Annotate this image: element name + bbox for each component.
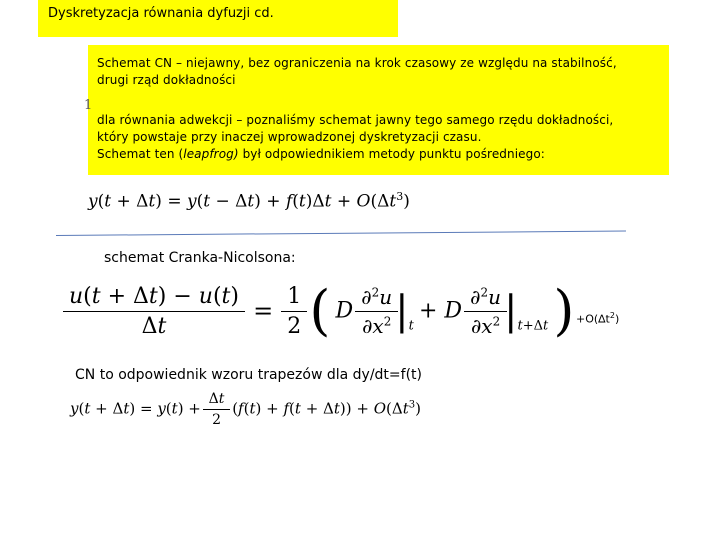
note-line-1: Schemat CN – niejawny, bez ograniczenia na krok czasowy ze względu na stabilność, [97, 56, 617, 70]
note-line-5 [97, 146, 661, 163]
slide-title-box [38, 0, 398, 37]
cn-scheme-label: schemat Cranka-Nicolsona: [104, 250, 296, 266]
error-order-term [576, 311, 619, 326]
note-line-2: drugi rząd dokładności [97, 73, 236, 87]
slide-title: Dyskretyzacja równania dyfuzji cd. [48, 6, 274, 21]
trapezoid-equation: y(t + Δt) = y(t) + $\frac{\Delta t}{2}$ $(f(t) + f(t + \Delta t)) + O(\Delta t^3)$ [70, 391, 421, 428]
note-line-3: dla równania adwekcji – poznaliśmy schemat jawny tego samego rzędu dokładności, [97, 113, 614, 127]
note-line-5-emphasis: leapfrog) [183, 147, 239, 161]
cn-trapezoid-note: CN to odpowiednik wzoru trapezów dla dy/dt=f(t) [75, 367, 422, 383]
error-term-close: ) [614, 312, 620, 326]
error-term-base: +O(∆t [576, 312, 610, 326]
note-callout [88, 45, 669, 175]
crank-nicolson-equation: $\frac{u(t + \Delta t) - u(t)}{\Delta t}$ = $\frac{1}{2}$ ( D $\frac{\partial^2u}{\partial x^2}$ $|_t + D$ $\frac{\partial^2u}{\partial x^2}$ $|_{t+\Delta t}$ ) [66, 281, 576, 353]
section-divider [56, 231, 626, 236]
note-line-5-post: był odpowiednikiem metody punktu pośredniego: [238, 147, 545, 161]
stray-glyph: 1 [84, 98, 93, 113]
error-term-exponent: 2 [609, 311, 615, 320]
note-line-5-pre: Schemat ten ( [97, 147, 184, 161]
note-line-4: który powstaje przy inaczej wprowadzonej dyskretyzacji czasu. [97, 130, 482, 144]
leapfrog-equation: $y(t + \Delta t) = y(t - \Delta t) + f(t)\Delta t + O(\Delta t^3)$ [88, 190, 410, 212]
